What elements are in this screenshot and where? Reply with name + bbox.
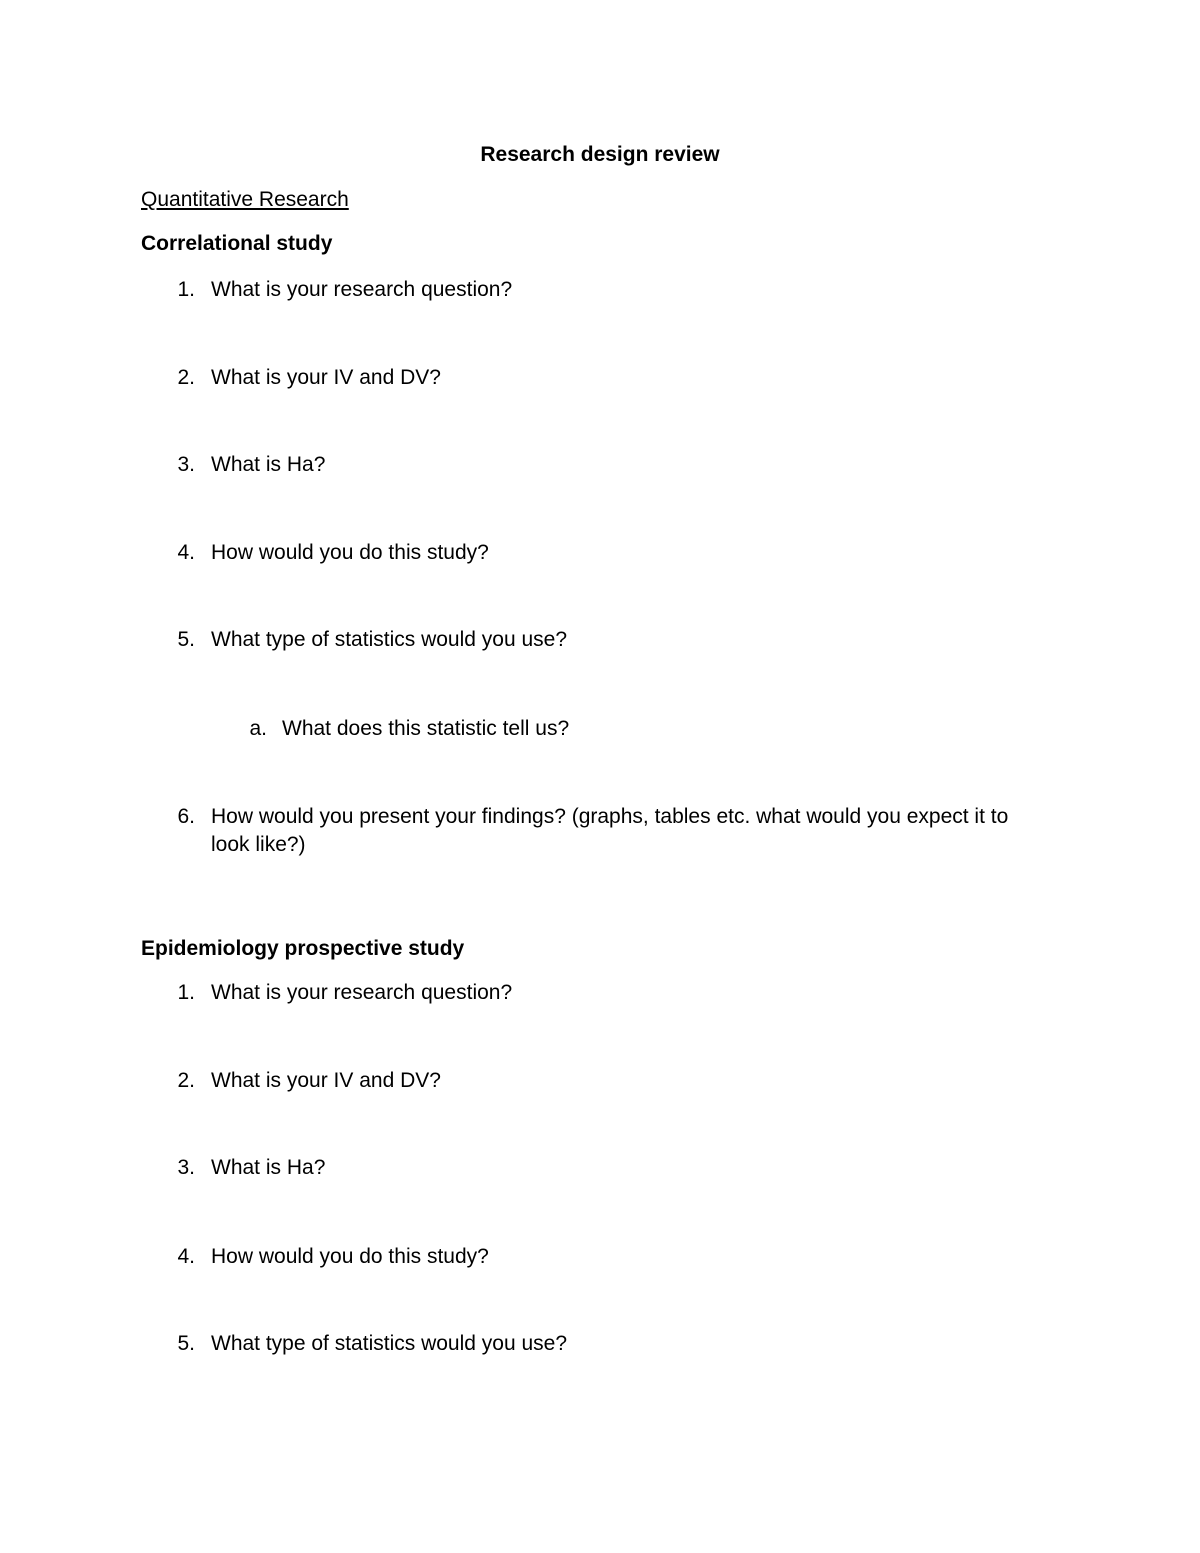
list-marker: 5. [177, 1332, 195, 1355]
list-text: How would you do this study? [211, 1245, 489, 1268]
list-text: What type of statistics would you use? [211, 628, 568, 651]
list-marker: 2. [177, 366, 195, 389]
page-title: Research design review [480, 143, 720, 166]
section-heading-epidemiology: Epidemiology prospective study [141, 937, 465, 960]
list-marker: 5. [177, 628, 195, 651]
subtitle: Quantitative Research [141, 188, 349, 211]
list-text: What is your research question? [211, 981, 513, 1004]
list-marker: 1. [177, 278, 195, 301]
list-marker: 1. [177, 981, 195, 1004]
list-text: How would you present your findings? (graphs, tables etc. what would you expect it to look like?) [211, 805, 1009, 856]
list-text: What type of statistics would you use? [211, 1332, 568, 1355]
list-marker: 6. [177, 805, 195, 828]
sub-list-marker: a. [249, 717, 267, 740]
list-marker: 4. [177, 541, 195, 564]
list-marker: 3. [177, 1156, 195, 1179]
list-text: What is Ha? [211, 453, 326, 476]
list-text: What is Ha? [211, 1156, 326, 1179]
sub-list-text: What does this statistic tell us? [282, 717, 570, 740]
list-marker: 4. [177, 1245, 195, 1268]
list-text: What is your IV and DV? [211, 366, 441, 389]
list-text: What is your IV and DV? [211, 1069, 441, 1092]
section-heading-correlational: Correlational study [141, 232, 333, 255]
list-marker: 2. [177, 1069, 195, 1092]
list-text: What is your research question? [211, 278, 513, 301]
list-marker: 3. [177, 453, 195, 476]
list-text: How would you do this study? [211, 541, 489, 564]
